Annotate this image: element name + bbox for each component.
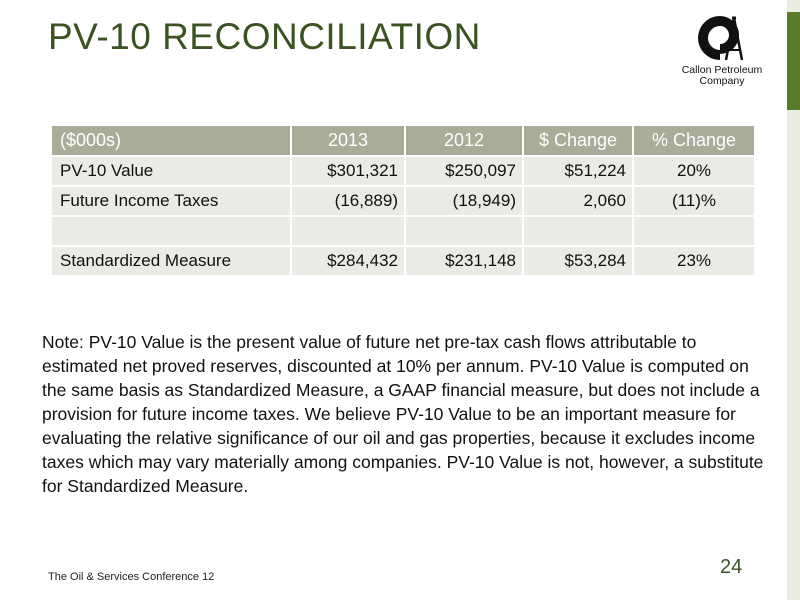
cell-2013: (16,889) [292, 187, 404, 215]
header-units: ($000s) [52, 126, 290, 155]
cell-dollar-change [524, 217, 632, 245]
cell-percent-change: (11)% [634, 187, 754, 215]
cell-percent-change: 23% [634, 247, 754, 275]
table-row [52, 247, 754, 275]
cell-2013: $301,321 [292, 157, 404, 185]
cell-2013 [292, 217, 404, 245]
reconciliation-table [50, 124, 756, 277]
logo-text [672, 65, 772, 87]
row-label: PV-10 Value [52, 157, 290, 185]
row-label: Future Income Taxes [52, 187, 290, 215]
side-accent-bar [787, 12, 800, 110]
table-row [52, 157, 754, 185]
cell-dollar-change: $53,284 [524, 247, 632, 275]
company-logo [672, 10, 772, 92]
cell-dollar-change: $51,224 [524, 157, 632, 185]
slide-title: PV-10 RECONCILIATION [48, 16, 481, 57]
table-header-row [52, 126, 754, 155]
cell-dollar-change: 2,060 [524, 187, 632, 215]
note-paragraph: Note: PV-10 Value is the present value of future net pre-tax cash flows attributable to estimated net proved reserves, discounted at 10% per annum. PV-10 Value is computed on the same basis as Standardized Measure, a GAAP financial measure, but does not include a provision for future income taxes. We believe PV-10 Value to be an important measure for evaluating the relative significance of our oil and gas properties, because it excludes income taxes which may vary materially among companies. PV-10 Value is not, however, a substitute for Standardized Measure. [42, 332, 764, 496]
page-number: 24 [720, 556, 743, 578]
oil-derrick-logo-icon [690, 10, 754, 64]
cell-2012: $250,097 [406, 157, 522, 185]
header-2013: 2013 [292, 126, 404, 155]
header-dollar-change: $ Change [524, 126, 632, 155]
footer-text: The Oil & Services Conference 12 [48, 571, 215, 583]
cell-2012: $231,148 [406, 247, 522, 275]
logo-text-line2: Company [699, 75, 745, 87]
table-row [52, 187, 754, 215]
logo-text-line1: Callon Petroleum [681, 64, 763, 76]
cell-2012 [406, 217, 522, 245]
cell-2013: $284,432 [292, 247, 404, 275]
row-label: Standardized Measure [52, 247, 290, 275]
cell-2012: (18,949) [406, 187, 522, 215]
table-row-blank [52, 217, 754, 245]
header-percent-change: % Change [634, 126, 754, 155]
header-2012: 2012 [406, 126, 522, 155]
cell-percent-change: 20% [634, 157, 754, 185]
cell-percent-change [634, 217, 754, 245]
row-label [52, 217, 290, 245]
